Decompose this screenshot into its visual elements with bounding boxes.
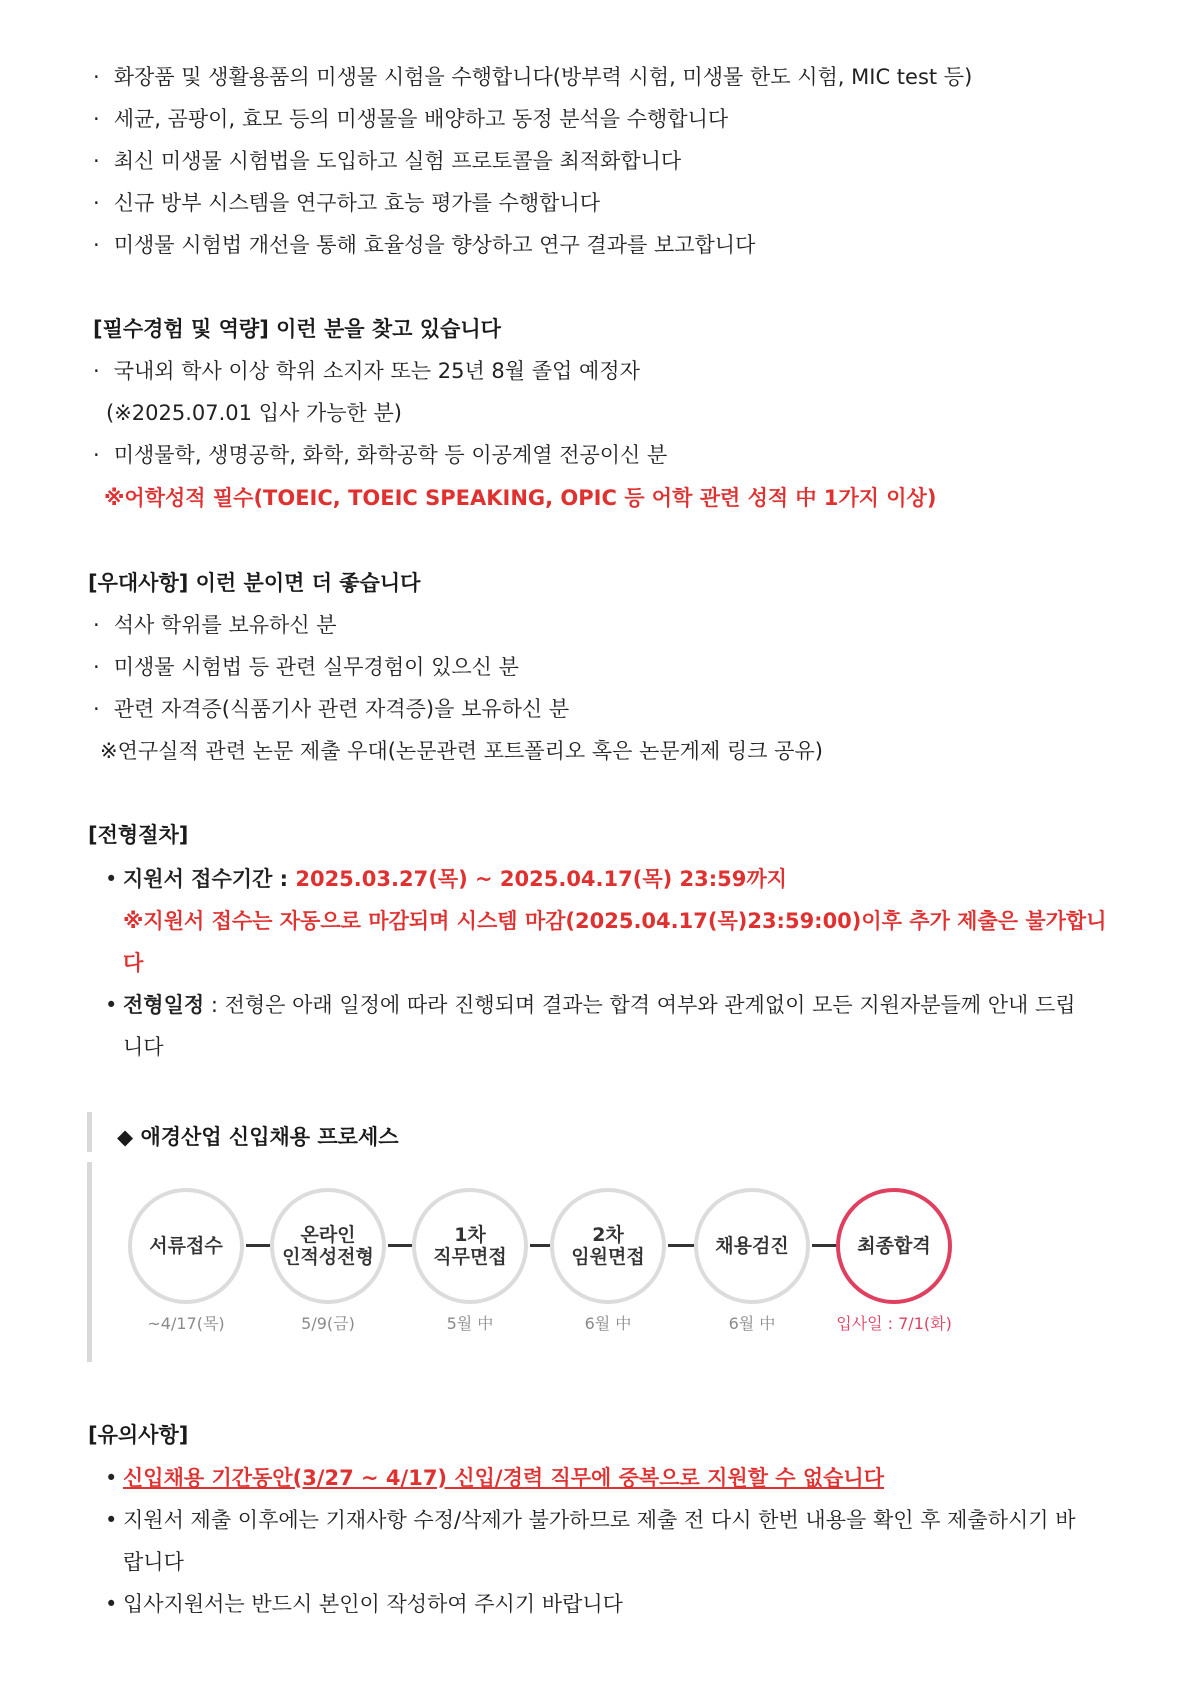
notes-item: • 신입채용 기간동안(3/27 ~ 4/17) 신입/경력 직무에 중복으로 지원할 수 없습니다 — [105, 1466, 884, 1490]
step-connector — [812, 1244, 836, 1247]
step-document-screening: 서류접수 — [128, 1188, 244, 1304]
procedure-period-item: • 지원서 접수기간 : 2025.03.27(목) ~ 2025.04.17(목) 23:59까지 — [105, 867, 787, 891]
notes-item: • 입사지원서는 반드시 본인이 작성하여 주시기 바랍니다 — [105, 1592, 623, 1616]
step-date: 6월 中 — [584, 1314, 632, 1333]
procedure-period-note: ※지원서 접수는 자동으로 마감되며 시스템 마감(2025.04.17(목)23:59:00)이후 추가 제출은 불가합니 — [123, 909, 1107, 933]
step-date: 6월 中 — [728, 1314, 776, 1333]
duty-item: · 화장품 및 생활용품의 미생물 시험을 수행합니다(방부력 시험, 미생물 한도 시험, MIC test 등) — [93, 65, 973, 89]
preferred-heading: [우대사항] 이런 분이면 더 좋습니다 — [88, 571, 421, 595]
process-title-bar — [87, 1112, 92, 1152]
step-first-interview: 1차 직무면접 — [412, 1188, 528, 1304]
preferred-item: · 석사 학위를 보유하신 분 — [93, 613, 337, 637]
step-connector — [246, 1244, 270, 1247]
notes-item-cont: 랍니다 — [123, 1550, 184, 1574]
preferred-note: ※연구실적 관련 논문 제출 우대(논문관련 포트폴리오 혹은 논문게제 링크 공유) — [100, 739, 823, 763]
duty-item: · 신규 방부 시스템을 연구하고 효능 평가를 수행합니다 — [93, 191, 601, 215]
required-item: · 국내외 학사 이상 학위 소지자 또는 25년 8월 졸업 예정자 — [93, 359, 640, 383]
notes-item: • 지원서 제출 이후에는 기재사항 수정/삭제가 불가하므로 제출 전 다시 한번 내용을 확인 후 제출하시기 바 — [105, 1508, 1076, 1532]
step-online-aptitude: 온라인 인적성전형 — [270, 1188, 386, 1304]
duty-item: · 세균, 곰팡이, 효모 등의 미생물을 배양하고 동정 분석을 수행합니다 — [93, 107, 729, 131]
step-date: ~4/17(목) — [147, 1314, 225, 1333]
procedure-schedule-cont: 니다 — [123, 1035, 164, 1059]
step-connector — [388, 1244, 412, 1247]
required-item: · 미생물학, 생명공학, 화학, 화학공학 등 이공계열 전공이신 분 — [93, 443, 668, 467]
process-diagram-bar — [87, 1162, 92, 1362]
notes-heading: [유의사항] — [88, 1423, 189, 1447]
required-item-sub: (※2025.07.01 입사 가능한 분) — [106, 401, 402, 425]
procedure-period-note-cont: 다 — [123, 951, 144, 975]
step-medical-checkup: 채용검진 — [694, 1188, 810, 1304]
step-final-acceptance: 최종합격 — [836, 1188, 952, 1304]
step-date: 5/9(금) — [301, 1314, 355, 1333]
procedure-schedule-item: • 전형일정 : 전형은 아래 일정에 따라 진행되며 결과는 합격 여부와 관계없이 모든 지원자분들께 안내 드립 — [105, 993, 1076, 1017]
step-second-interview: 2차 임원면접 — [550, 1188, 666, 1304]
preferred-item: · 미생물 시험법 등 관련 실무경험이 있으신 분 — [93, 655, 519, 679]
step-date: 5월 中 — [446, 1314, 494, 1333]
procedure-heading: [전형절차] — [88, 823, 189, 847]
required-heading: [필수경험 및 역량] 이런 분을 찾고 있습니다 — [93, 317, 501, 341]
step-date-final: 입사일 : 7/1(화) — [836, 1314, 952, 1333]
step-connector — [530, 1244, 550, 1247]
duty-item: · 최신 미생물 시험법을 도입하고 실험 프로토콜을 최적화합니다 — [93, 149, 682, 173]
preferred-item: · 관련 자격증(식품기사 관련 자격증)을 보유하신 분 — [93, 697, 570, 721]
duty-item: · 미생물 시험법 개선을 통해 효율성을 향상하고 연구 결과를 보고합니다 — [93, 233, 756, 257]
step-connector — [668, 1244, 694, 1247]
process-title: ◆ 애경산업 신입채용 프로세스 — [117, 1125, 399, 1149]
required-language-note: ※어학성적 필수(TOEIC, TOEIC SPEAKING, OPIC 등 어학 관련 성적 中 1가지 이상) — [104, 486, 937, 510]
